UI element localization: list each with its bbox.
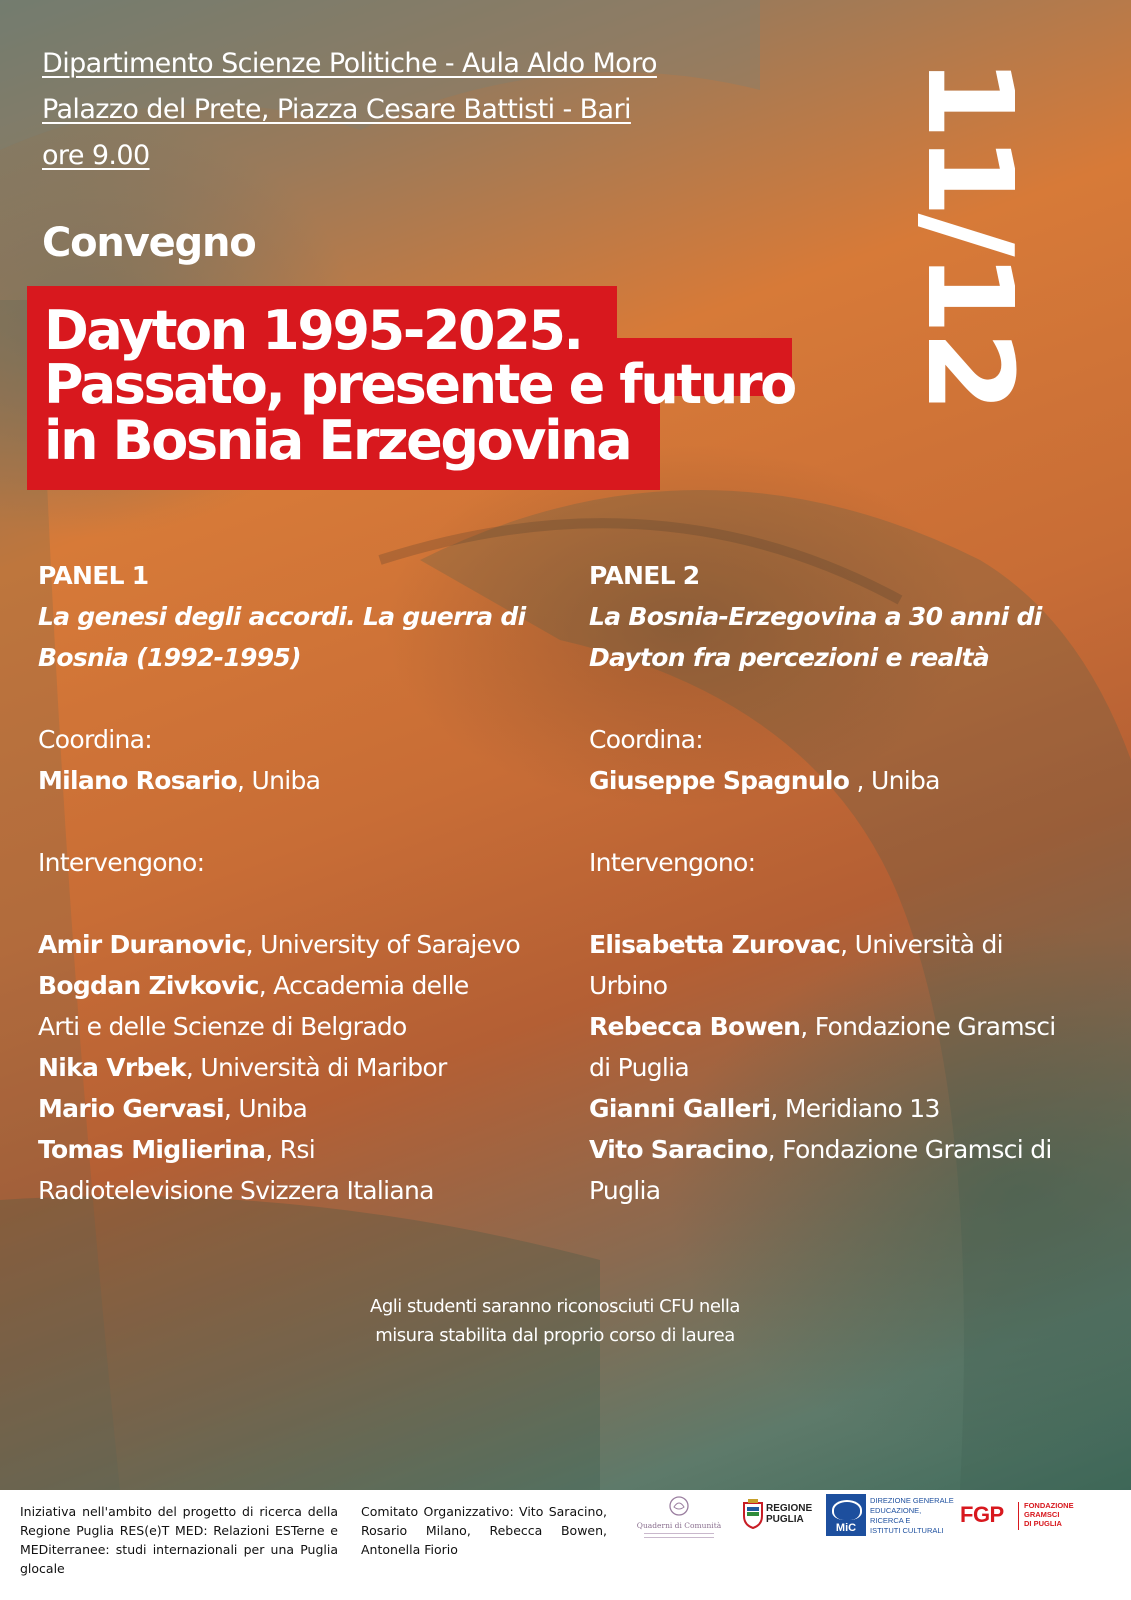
speaker-name: Gianni Galleri bbox=[589, 1094, 771, 1123]
venue-address: Palazzo del Prete, Piazza Cesare Battisti - Bari bbox=[42, 94, 631, 125]
speaker-name: Elisabetta Zurovac bbox=[589, 930, 841, 959]
speaker-line bbox=[38, 1129, 525, 1170]
venue-department: Dipartimento Scienze Politiche - Aula Aldo Moro bbox=[42, 48, 657, 79]
panel-2-speakers-label: Intervengono: bbox=[589, 848, 756, 877]
speaker-affiliation: , University of Sarajevo bbox=[245, 930, 521, 959]
panel-1-coord-label: Coordina: bbox=[38, 725, 152, 754]
footer-initiative: Iniziativa nell'ambito del progetto di ricerca della Regione Puglia RES(e)T MED: Relazioni ESTerne e MEDiterranee: studi internazionali per una Puglia glocale bbox=[20, 1504, 338, 1576]
speaker-affiliation: Puglia bbox=[589, 1176, 661, 1205]
panel-1 bbox=[38, 555, 525, 1211]
fgp-logo bbox=[960, 1500, 1090, 1536]
speaker-line bbox=[589, 1006, 1056, 1047]
cfu-note bbox=[250, 1292, 860, 1350]
speaker-affiliation: Radiotelevisione Svizzera Italiana bbox=[38, 1176, 434, 1205]
speaker-affiliation: , Università di Maribor bbox=[185, 1053, 447, 1082]
title-line-3: in Bosnia Erzegovina bbox=[44, 409, 631, 472]
fgp-label-line: GRAMSCI bbox=[1024, 1510, 1060, 1519]
coordinator-name: Giuseppe Spagnulo bbox=[589, 766, 850, 795]
mic-label-line: DIREZIONE GENERALE bbox=[870, 1496, 954, 1505]
speaker-name: Nika Vrbek bbox=[38, 1053, 186, 1082]
mic-label bbox=[870, 1496, 954, 1536]
title-line-1: Dayton 1995-2025. bbox=[44, 299, 582, 362]
panel-1-subtitle-line: La genesi degli accordi. La guerra di bbox=[38, 602, 526, 631]
coordinator-affiliation: , Uniba bbox=[237, 766, 321, 795]
fgp-label bbox=[1024, 1501, 1074, 1528]
speaker-name: Amir Duranovic bbox=[38, 930, 246, 959]
speaker-line bbox=[38, 1047, 525, 1088]
mic-mark-icon bbox=[826, 1494, 866, 1536]
regione-puglia-logo bbox=[742, 1497, 812, 1547]
regione-label bbox=[766, 1503, 812, 1525]
speaker-affiliation: Urbino bbox=[589, 971, 668, 1000]
speaker-line bbox=[589, 1088, 1056, 1129]
cfu-note-line: Agli studenti saranno riconosciuti CFU nella bbox=[370, 1296, 740, 1317]
panel-1-heading: PANEL 1 bbox=[38, 561, 149, 590]
speaker-line bbox=[38, 924, 525, 965]
coordinator-name: Milano Rosario bbox=[38, 766, 238, 795]
panel-2 bbox=[589, 555, 1056, 1211]
mic-logo bbox=[826, 1494, 956, 1544]
fgp-label-line: FONDAZIONE bbox=[1024, 1501, 1074, 1510]
mic-short: MiC bbox=[835, 1522, 857, 1534]
fgp-short: FGP bbox=[960, 1502, 1004, 1527]
speaker-line bbox=[589, 1170, 1056, 1211]
event-time: ore 9.00 bbox=[42, 140, 150, 171]
speaker-affiliation: , Università di bbox=[840, 930, 1003, 959]
speaker-line bbox=[589, 1129, 1056, 1170]
quaderni-name: Quaderni di Comunità bbox=[636, 1521, 722, 1530]
speaker-line bbox=[38, 1006, 525, 1047]
speaker-name: Mario Gervasi bbox=[38, 1094, 224, 1123]
panel-2-subtitle-line: Dayton fra percezioni e realtà bbox=[589, 643, 990, 672]
panel-2-subtitle-line: La Bosnia-Erzegovina a 30 anni di bbox=[589, 602, 1042, 631]
speaker-name: Rebecca Bowen bbox=[589, 1012, 801, 1041]
speaker-name: Bogdan Zivkovic bbox=[38, 971, 259, 1000]
coordinator-affiliation: , Uniba bbox=[849, 766, 940, 795]
speaker-affiliation: , Fondazione Gramsci bbox=[800, 1012, 1056, 1041]
cfu-note-line: misura stabilita dal proprio corso di laurea bbox=[375, 1325, 735, 1346]
speaker-name: Tomas Miglierina bbox=[38, 1135, 266, 1164]
speaker-name: Vito Saracino bbox=[589, 1135, 768, 1164]
speaker-affiliation: di Puglia bbox=[589, 1053, 690, 1082]
panel-2-coord-label: Coordina: bbox=[589, 725, 703, 754]
speaker-affiliation: Arti e delle Scienze di Belgrado bbox=[38, 1012, 407, 1041]
mic-label-line: ISTITUTI CULTURALI bbox=[870, 1526, 944, 1535]
title-line-2: Passato, presente e futuro bbox=[44, 353, 795, 416]
speaker-affiliation: , Uniba bbox=[223, 1094, 308, 1123]
event-date-text: 11/12 bbox=[901, 56, 1040, 409]
panel-1-coordinator bbox=[38, 760, 525, 801]
speaker-line bbox=[38, 1088, 525, 1129]
panel-2-heading: PANEL 2 bbox=[589, 561, 700, 590]
regione-label-line: REGIONE bbox=[766, 1503, 813, 1514]
speaker-line bbox=[38, 1170, 525, 1211]
speaker-line bbox=[589, 924, 1056, 965]
speaker-affiliation: , Rsi bbox=[265, 1135, 315, 1164]
regione-label-line: PUGLIA bbox=[766, 1514, 804, 1525]
footer-committee: Comitato Organizzativo: Vito Saracino, Rosario Milano, Rebecca Bowen, Antonella Fiorio bbox=[361, 1504, 607, 1557]
speaker-line bbox=[589, 1047, 1056, 1088]
fgp-label-line: DI PUGLIA bbox=[1024, 1519, 1062, 1528]
regione-crest-icon bbox=[742, 1499, 764, 1529]
speaker-line bbox=[38, 965, 525, 1006]
speaker-line bbox=[589, 965, 1056, 1006]
event-date bbox=[900, 45, 1040, 420]
speaker-affiliation: , Accademia delle bbox=[258, 971, 469, 1000]
quaderni-logo bbox=[636, 1495, 722, 1553]
mic-label-line: RICERCA E bbox=[870, 1516, 911, 1525]
speaker-affiliation: , Meridiano 13 bbox=[770, 1094, 940, 1123]
panel-1-subtitle-line: Bosnia (1992-1995) bbox=[38, 643, 301, 672]
mic-label-line: EDUCAZIONE, bbox=[870, 1506, 922, 1515]
quaderni-emblem-icon bbox=[667, 1495, 691, 1517]
panel-2-coordinator bbox=[589, 760, 1056, 801]
event-type: Convegno bbox=[42, 220, 256, 266]
panel-1-speakers-label: Intervengono: bbox=[38, 848, 205, 877]
speaker-affiliation: , Fondazione Gramsci di bbox=[767, 1135, 1052, 1164]
